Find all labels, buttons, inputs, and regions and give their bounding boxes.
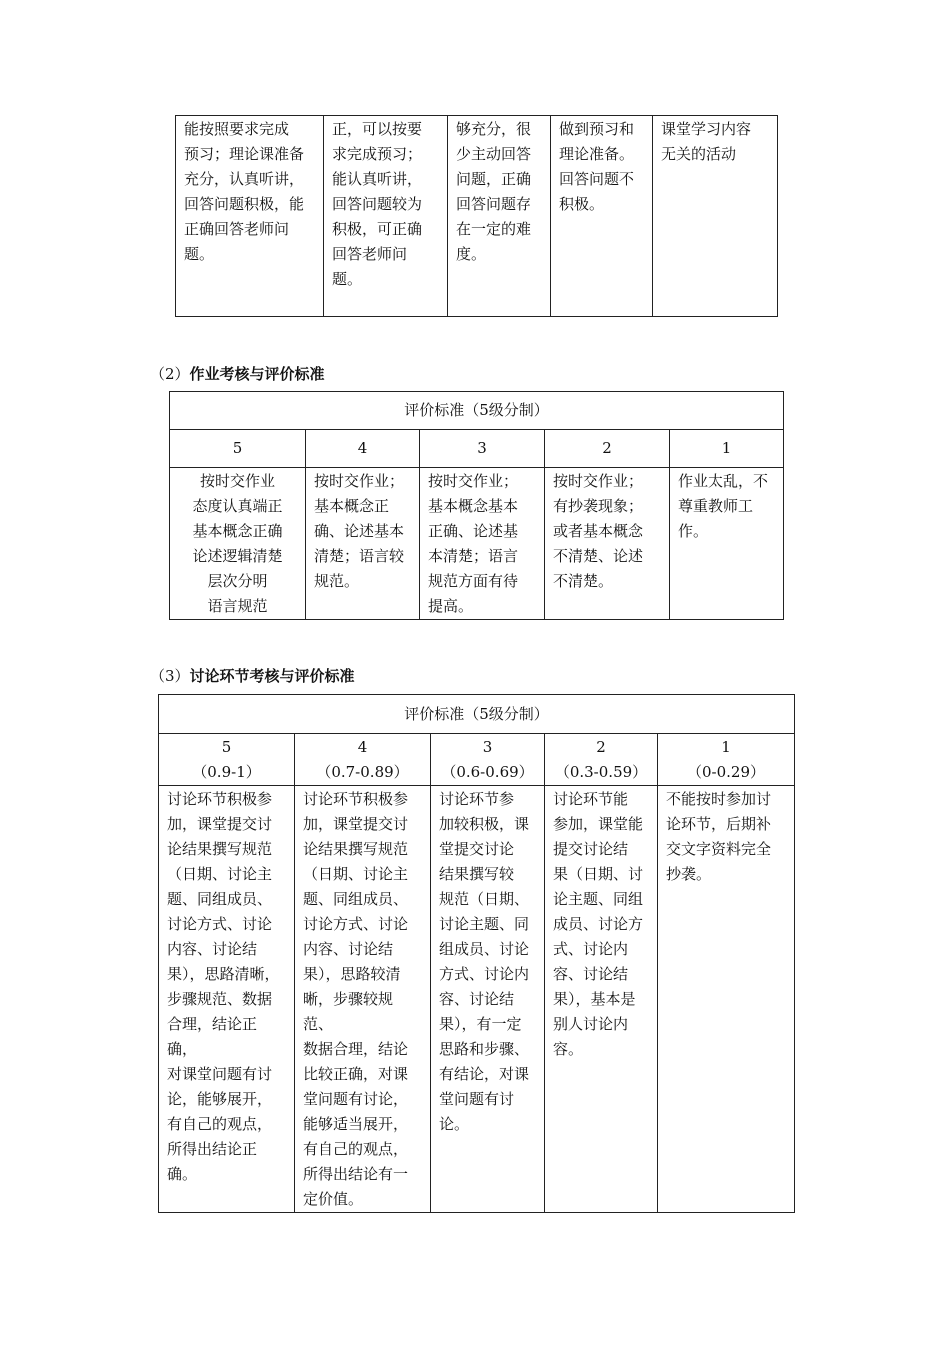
homework-criteria-table: [169, 391, 784, 620]
homework-cell-grade-1: 作业太乱，不 尊重教师工 作。: [670, 468, 784, 620]
discussion-criteria-table: [158, 694, 795, 1213]
discussion-cell-grade-5: 讨论环节积极参 加，课堂提交讨 论结果撰写规范 （日期、讨论主 题、同组成员、 讨论方式、讨论 内容、讨论结 果），思路清晰， 步骤规范、数据 合理，结论正确， 对课堂问题有讨 论，能够展开， 有自己的观点， 所得出结论正 确。: [159, 786, 295, 1213]
section-2-heading: [150, 364, 325, 384]
grade-range: （0.6-0.69）: [441, 763, 534, 781]
section-3-number: （3）: [150, 667, 190, 685]
homework-grade-5: 5: [170, 430, 306, 468]
section-3-title: 讨论环节考核与评价标准: [189, 667, 355, 685]
grade-range: （0-0.29）: [686, 763, 765, 781]
homework-grade-1: 1: [670, 430, 784, 468]
discussion-cell-grade-1: 不能按时参加讨 论环节，后期补 交文字资料完全 抄袭。: [658, 786, 795, 1213]
homework-table-header: 评价标准（5级分制）: [170, 392, 784, 430]
grade-label: 4: [357, 738, 368, 756]
discussion-cell-grade-3: 讨论环节参 加较积极，课 堂提交讨论 结果撰写较 规范（日期、 讨论主题、同 组成员、讨论 方式、讨论内 容、讨论结 果），有一定 思路和步骤、 有结论，对课 堂问题有讨 论。: [431, 786, 545, 1213]
criteria-cell-grade-2: 做到预习和 理论准备。 回答问题不 积极。: [551, 116, 653, 317]
grade-label: 2: [596, 738, 606, 756]
grade-label: 5: [221, 738, 232, 756]
grade-label: 3: [482, 738, 493, 756]
homework-grade-4: 4: [306, 430, 420, 468]
section-3-heading: [150, 666, 355, 686]
discussion-grade-5: [159, 734, 295, 786]
discussion-grade-1: [658, 734, 795, 786]
classroom-criteria-table: [175, 115, 778, 317]
discussion-grade-4: [295, 734, 431, 786]
discussion-grade-3: [431, 734, 545, 786]
grade-range: （0.9-1）: [192, 763, 261, 781]
grade-range: （0.3-0.59）: [554, 763, 648, 781]
criteria-cell-grade-1: 课堂学习内容 无关的活动: [653, 116, 778, 317]
homework-cell-grade-5: 按时交作业 态度认真端正 基本概念正确 论述逻辑清楚 层次分明 语言规范: [170, 468, 306, 620]
homework-cell-grade-3: 按时交作业； 基本概念基本 正确、论述基 本清楚；语言 规范方面有待 提高。: [420, 468, 545, 620]
criteria-cell-grade-5: 能按照要求完成 预习；理论课准备 充分，认真听讲， 回答问题积极，能 正确回答老师问 题。: [176, 116, 324, 317]
homework-grade-2: 2: [545, 430, 670, 468]
grade-range: （0.7-0.89）: [316, 763, 409, 781]
discussion-table-header: 评价标准（5级分制）: [159, 695, 795, 734]
homework-grade-3: 3: [420, 430, 545, 468]
section-2-number: （2）: [150, 365, 190, 383]
criteria-cell-grade-4: 正，可以按要 求完成预习； 能认真听讲， 回答问题较为 积极，可正确 回答老师问 题。: [324, 116, 448, 317]
homework-cell-grade-2: 按时交作业； 有抄袭现象； 或者基本概念 不清楚、论述 不清楚。: [545, 468, 670, 620]
discussion-cell-grade-2: 讨论环节能 参加，课堂能 提交讨论结 果（日期、讨 论主题、同组 成员、讨论方 式、讨论内 容、讨论结 果），基本是 别人讨论内 容。: [545, 786, 658, 1213]
grade-label: 1: [721, 738, 731, 756]
discussion-grade-2: [545, 734, 658, 786]
discussion-cell-grade-4: 讨论环节积极参 加，课堂提交讨 论结果撰写规范 （日期、讨论主 题、同组成员、 讨论方式、讨论 内容、讨论结 果），思路较清 晰，步骤较规范、 数据合理，结论 比较正确，对课 堂问题有讨论， 能够适当展开， 有自己的观点， 所得出结论有一 定价值。: [295, 786, 431, 1213]
criteria-cell-grade-3: 够充分，很 少主动回答 问题，正确 回答问题存 在一定的难 度。: [448, 116, 551, 317]
homework-cell-grade-4: 按时交作业； 基本概念正 确、论述基本 清楚；语言较 规范。: [306, 468, 420, 620]
section-2-title: 作业考核与评价标准: [189, 365, 325, 383]
